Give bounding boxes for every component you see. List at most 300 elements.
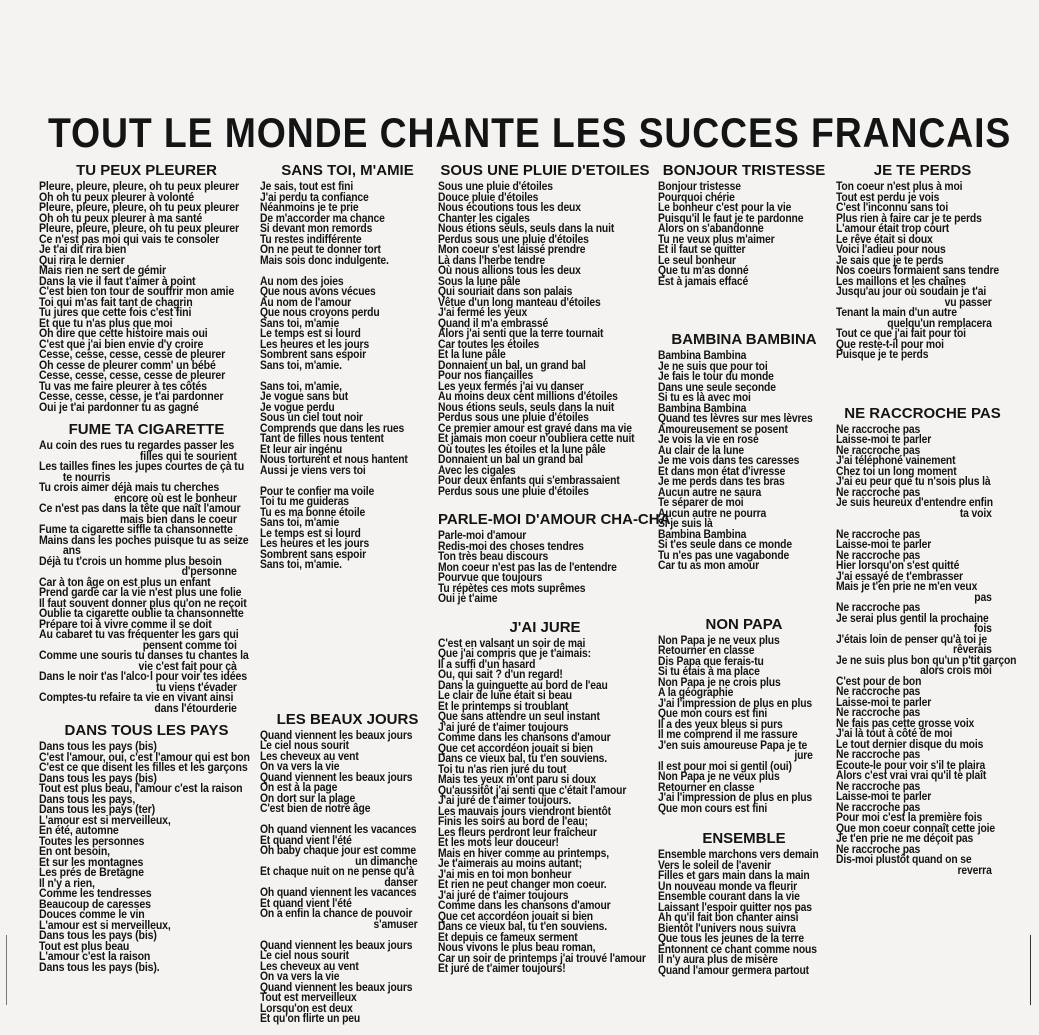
lyric-line: Ton très beau discours: [438, 551, 549, 563]
lyric-line: Tu répètes ces mots suprêmes: [438, 582, 586, 595]
lyric-line: Amoureusement se posent: [658, 423, 788, 436]
lyrics: [438, 637, 646, 975]
lyric-line: Et rien ne peut changer mon coeur.: [438, 879, 607, 891]
song: [658, 331, 830, 572]
lyric-line: dans l'étourderie: [154, 702, 237, 715]
lyric-line: Comme dans les chansons d'amour: [438, 732, 611, 744]
lyric-line: Tu jures que cette fois c'est fini: [39, 307, 192, 319]
lyric-line: Ce premier amour est gravé dans ma vie: [438, 422, 632, 435]
lyric-line: Puisqu'il le faut je te pardonne: [658, 212, 804, 225]
lyric-line: Perdus sous une pluie d'étoiles: [438, 485, 589, 498]
lyric-line: Le temps est si lourd: [260, 527, 361, 540]
lyric-line: Ne raccroche pas: [836, 801, 921, 814]
lyric-line: Vêtue d'un long manteau d'étoiles: [438, 296, 601, 309]
lyric-line: Il n'y aura plus de misère: [658, 954, 778, 966]
lyric-line: Quand l'amour germera partout: [658, 964, 809, 977]
lyric-line: Plus rien à faire car je te perds: [836, 212, 982, 225]
lyric-line: Et dans mon état d'ivresse: [658, 465, 786, 478]
lyric-line: C'est l'inconnu sans toi: [836, 202, 949, 214]
lyric-line: Ne raccroche pas: [836, 843, 921, 856]
lyric-line: Sans toi, m'amie.: [260, 359, 342, 372]
song: [658, 830, 830, 976]
lyric-line: Ne raccroche pas: [836, 602, 921, 614]
lyric-line: Je t'aimerais au moins autant;: [438, 858, 582, 870]
lyric-line: Tu vas me faire pleurer à tes côtés: [39, 380, 207, 393]
lyric-line: Les cheveux au vent: [260, 750, 359, 763]
lyric-line: Aucun autre ne pourra: [658, 507, 767, 520]
lyrics: [658, 182, 813, 287]
lyric-line: Là dans l'herbe tendre: [438, 254, 546, 267]
lyric-line: Et quand vient l'été: [260, 897, 352, 910]
lyric-line: Nous étions seuls, seuls dans la nuit: [438, 223, 615, 235]
lyric-line: Je me perds dans tes bras: [658, 476, 785, 488]
lyric-line: On a enfin la chance de pouvoir: [260, 908, 413, 920]
lyric-line: Les tailles fines les jupes courtes de çà tu: [39, 461, 245, 473]
lyric-line: Ne raccroche pas: [836, 549, 921, 562]
lyric-line: Cesse, cesse, cesse, je t'ai pardonner: [39, 391, 224, 403]
lyric-line: Et il faut se quitter: [658, 244, 746, 256]
lyric-line: Mais tes yeux m'ont paru si doux: [438, 774, 597, 786]
lyric-line: Tout est plus beau, l'amour c'est la raison: [39, 783, 243, 795]
lyric-line: tu viens t'évader: [156, 681, 237, 694]
lyric-line: Le rêve était si doux: [836, 233, 933, 246]
lyric-line: Bientôt l'univers nous suivra: [658, 922, 796, 935]
lyric-line: Je vogue perdu: [260, 401, 335, 414]
lyric-line: Hier lorsqu'on s'est quitté: [836, 560, 960, 572]
lyric-line: Toi tu n'as rien juré du tout: [438, 763, 567, 776]
lyric-line: Le bonheur c'est pour la vie: [658, 202, 792, 214]
lyric-line: ta voix: [959, 507, 992, 520]
lyric-line: J'ai perdu ta confiance: [260, 191, 369, 204]
lyric-line: Au nom des joies: [260, 275, 344, 288]
lyric-line: J'ai mis en toi mon bonheur: [438, 868, 572, 881]
lyric-line: Douces comme le vin: [39, 909, 145, 921]
lyrics: [39, 741, 250, 974]
lyric-line: Donnaient un bal un grand bal: [438, 454, 584, 466]
lyric-line: Oui je t'aime: [438, 593, 498, 605]
lyric-line: Je ne suis plus bon qu'un p'tit garçon: [836, 654, 1017, 667]
song: [39, 722, 254, 973]
lyric-line: Chanter les cigales: [438, 212, 530, 225]
lyric-line: Oh oh tu peux pleurer à ma santé: [39, 212, 203, 225]
lyric-line: Si tu es là avec moi: [658, 392, 751, 404]
lyric-line: En ont besoin,: [39, 846, 110, 858]
lyric-line: Ne raccroche pas: [836, 707, 921, 719]
lyrics: [658, 849, 819, 977]
lyric-line: danser: [384, 876, 418, 889]
song-title: J'AI JURE: [509, 618, 581, 636]
lyric-line: d'personne: [181, 566, 237, 578]
lyric-line: Ce n'est pas moi qui vais te consoler: [39, 233, 220, 246]
lyric-line: En été, automne: [39, 825, 119, 837]
lyric-line: J'ai fermé les yeux: [438, 307, 528, 319]
lyric-line: Et que tu n'as plus que moi: [39, 317, 173, 330]
lyric-line: Toi tu me guideras: [260, 496, 349, 508]
lyric-line: Il a des yeux bleus si purs: [658, 718, 783, 731]
lyric-line: Entonnent ce chant comme nous: [658, 943, 817, 956]
lyric-line: te nourris: [62, 471, 111, 484]
lyric-line: Bonjour tristesse: [658, 181, 741, 193]
song: [658, 162, 830, 287]
lyric-line: Car toutes les étoiles: [438, 338, 540, 351]
lyric-line: Ne raccroche pas: [836, 486, 921, 499]
lyric-line: Et juré de t'aimer toujours!: [438, 963, 566, 975]
song: [260, 711, 435, 1025]
lyrics: [438, 181, 635, 498]
lyric-line: Quand viennent les beaux jours: [260, 729, 413, 742]
lyric-line: Est à jamais effacé: [658, 275, 749, 288]
lyric-line: Quand viennent les beaux jours: [260, 981, 413, 994]
lyric-line: Et chaque nuit on ne pense qu'à: [260, 866, 415, 878]
lyric-line: Pour moi c'est la première fois: [836, 812, 983, 824]
lyric-line: Aussi je viens vers toi: [260, 464, 366, 477]
lyric-line: Que cet accordéon jouait si bien: [438, 742, 593, 755]
lyric-line: Je vois la vie en rose: [658, 434, 759, 446]
lyric-line: L'amour est si merveilleux,: [39, 919, 171, 932]
lyric-line: Tu es ma bonne étoile: [260, 506, 366, 519]
lyric-line: C'est l'amour, oui, c'est l'amour qui est bon: [39, 751, 250, 764]
lyric-line: Ne raccroche pas: [836, 749, 921, 761]
lyric-line: Et depuis ce fameux serment: [438, 931, 578, 944]
lyric-line: Cesse, cesse, cesse, cesse de pleurer: [39, 349, 226, 361]
lyric-line: vie c'est fait pour çà: [138, 660, 237, 673]
lyric-line: Lorsqu'on est deux: [260, 1002, 353, 1015]
lyric-line: C'est ce que disent les filles et les garçons: [39, 762, 248, 774]
lyric-line: Bambina Bambina: [658, 528, 747, 541]
lyric-line: Les yeux fermés j'ai vu danser: [438, 380, 584, 393]
lyric-line: Dis Papa que ferais-tu: [658, 655, 764, 668]
lyric-line: Comptes-tu refaire ta vie en vivant ainsi: [39, 692, 234, 704]
lyric-line: Perdus sous une pluie d'étoiles: [438, 412, 589, 424]
lyric-line: Retourner en classe: [658, 781, 755, 794]
lyric-line: Pourquoi chérie: [658, 191, 735, 204]
lyric-line: Je fais le tour du monde: [658, 371, 774, 383]
lyric-line: J'ai essayé de t'embrasser: [836, 570, 963, 583]
lyric-line: Alors on s'abandonne: [658, 223, 764, 235]
lyric-line: Comme dans les chansons d'amour: [438, 900, 611, 912]
lyric-line: J'ai juré de t'aimer toujours: [438, 889, 569, 902]
lyric-line: J'ai téléphoné vainement: [836, 455, 956, 467]
lyric-line: Sous une pluie d'étoiles: [438, 181, 553, 193]
lyric-line: Dans la vie il faut t'aimer à point: [39, 275, 196, 288]
lyric-line: Déjà tu t'crois un homme plus besoin: [39, 555, 222, 568]
lyric-line: Oh oh tu peux pleurer à volonté: [39, 191, 195, 204]
lyric-line: Nous écoutions tous les deux: [438, 202, 581, 214]
lyric-line: Prépare toi à vivre comme il se doit: [39, 618, 212, 631]
lyric-line: Tout est perdu je vois: [836, 191, 940, 204]
lyric-line: Je serai plus gentil la prochaine: [836, 612, 989, 625]
lyric-line: Quand tes lèvres sur mes lèvres: [658, 413, 813, 425]
lyric-line: Si je suis là: [658, 518, 713, 530]
song: [438, 619, 652, 975]
lyric-line: Voici l'adieu pour nous: [836, 244, 946, 256]
lyric-line: Ecoute-le pour voir s'il te plaira: [836, 759, 986, 772]
lyric-line: Néanmoins je te prie: [260, 202, 359, 214]
lyric-line: Non Papa je ne veux plus: [658, 634, 780, 647]
lyric-line: Au nom de l'amour: [260, 296, 352, 309]
lyric-line: On va vers la vie: [260, 761, 340, 773]
lyric-line: Et les mots leur douceur!: [438, 837, 559, 849]
song: [438, 162, 652, 497]
lyric-line: J'ai juré de t'aimer toujours.: [438, 795, 572, 807]
lyric-line: Les fleurs perdront leur fraîcheur: [438, 826, 597, 839]
lyric-line: Cesse, cesse, cesse, cesse de pleurer: [39, 370, 226, 382]
lyric-line: Tout ce que j'ai fait pour toi: [836, 328, 966, 340]
lyric-line: L'amour est si merveilleux,: [39, 814, 171, 827]
lyric-line: Nous étions seuls, seuls dans la nuit: [438, 401, 615, 414]
lyric-line: Je ne suis que pour toi: [658, 360, 768, 373]
lyrics: [39, 182, 237, 413]
lyric-line: Dans ce vieux bal, tu t'en souviens.: [438, 921, 608, 933]
lyric-line: Que nous croyons perdu: [260, 307, 380, 319]
stanza-gap: [260, 476, 418, 487]
lyric-line: Que tu m'as donné: [658, 265, 749, 277]
lyric-line: Que reste-t-il pour moi: [836, 338, 944, 351]
lyric-line: Avec les cigales: [438, 464, 516, 477]
column-5: [836, 162, 1017, 886]
lyric-line: C'est en valsant un soir de mai: [438, 637, 586, 650]
lyric-line: Il a suffi d'un hasard: [438, 658, 536, 671]
lyric-line: Et leur air ingénu: [260, 443, 343, 456]
lyric-line: Car à ton âge on est plus un enfant: [39, 576, 211, 589]
song-title: NON PAPA: [705, 615, 783, 633]
lyric-line: Je me vois dans tes caresses: [658, 455, 800, 467]
lyric-line: Le temps est si lourd: [260, 328, 361, 340]
lyric-line: Les prés de Bretagne: [39, 867, 144, 879]
lyric-line: Ah qu'il fait bon chanter ainsi: [658, 912, 799, 924]
lyric-line: Je suis heureux d'entendre enfin: [836, 497, 993, 509]
lyric-line: Sous la lune pâle: [438, 275, 521, 288]
lyric-line: Laisse-moi te parler: [836, 791, 932, 803]
lyric-line: L'amour c'est la raison: [39, 951, 151, 963]
lyric-line: Sombrent sans espoir: [260, 548, 367, 561]
song-title: LES BEAUX JOURS: [276, 710, 419, 728]
lyric-line: Ensemble courant dans la vie: [658, 891, 800, 903]
lyric-line: Dans tous les pays (bis): [39, 772, 157, 785]
lyric-line: Si devant mon remords: [260, 223, 373, 235]
lyric-line: ans: [62, 545, 81, 557]
lyric-line: Qu'aussitôt j'ai senti que c'était l'amour: [438, 784, 627, 797]
lyric-line: Oh quand viennent les vacances: [260, 824, 417, 836]
lyrics: [260, 182, 418, 571]
song-title: FUME TA CIGARETTE: [68, 421, 225, 438]
lyric-line: Dans le noir t'as l'alco·l pour voir tes idées: [39, 671, 248, 683]
column-1: [39, 162, 254, 983]
lyric-line: On est à la page: [260, 782, 338, 794]
lyric-line: Qui souriait dans son palais: [438, 286, 573, 298]
lyric-line: Au coin des rues tu regardes passer les: [39, 440, 235, 452]
page-edge-right: [1030, 935, 1037, 1005]
lyric-line: Les heures et les jours: [260, 338, 370, 351]
lyric-line: Il n'y a rien,: [39, 877, 95, 890]
lyric-line: J'ai l'impression de plus en plus: [658, 792, 813, 804]
lyric-line: Tout est plus beau: [39, 940, 130, 953]
column-3: [438, 162, 671, 985]
lyric-line: Jusqu'au jour où soudain je t'ai: [836, 286, 987, 298]
lyric-line: Comme une souris tu danses tu chantes la: [39, 650, 249, 662]
song-title: ENSEMBLE: [702, 830, 786, 847]
lyric-line: Tant de filles nous tentent: [260, 433, 384, 445]
lyric-line: Je sais que je te perds: [836, 254, 944, 267]
lyric-line: Tout est merveilleux: [260, 992, 357, 1004]
lyric-line: C'est pour de bon: [836, 675, 922, 688]
song: [658, 616, 830, 815]
lyric-line: Dans une seule seconde: [658, 381, 776, 394]
lyric-line: Au moins deux cent millions d'étoiles: [438, 391, 618, 403]
lyric-line: Toi qui m'as fait tant de chagrin: [39, 296, 193, 309]
lyric-line: J'ai l'impression de plus en plus: [658, 697, 813, 710]
song: [39, 421, 254, 714]
lyric-line: Les maillons et les chaînes: [836, 275, 966, 288]
lyric-line: Ne raccroche pas: [836, 780, 921, 793]
lyric-line: Tu crois aimer déjà mais tu cherches: [39, 482, 220, 494]
lyric-line: Le clair de lune était si beau: [438, 690, 573, 702]
lyric-line: filles qui te sourient: [139, 450, 237, 463]
lyric-line: Le tout dernier disque du mois: [836, 738, 984, 751]
lyric-line: Dans tous les pays,: [39, 793, 136, 806]
song-title: BONJOUR TRISTESSE: [662, 162, 826, 179]
lyric-line: C'est que j'ai bien envie d'y croire: [39, 338, 204, 351]
lyric-line: On va vers la vie: [260, 971, 340, 983]
lyric-line: J'ai juré de t'aimer toujours: [438, 721, 569, 734]
lyric-line: Ne raccroche pas: [836, 423, 921, 436]
lyric-line: Au clair de la lune: [658, 444, 745, 457]
lyric-line: C'est bien ton tour de souffrir mon amie: [39, 286, 235, 298]
lyric-line: Car un soir de printemps j'ai trouvé l'amour: [438, 952, 646, 965]
lyric-line: Dans la guinguette au bord de l'eau: [438, 679, 608, 692]
lyric-line: Douce pluie d'étoiles: [438, 191, 539, 204]
lyric-line: jure: [794, 750, 813, 762]
lyric-line: Je vogue sans but: [260, 391, 349, 403]
lyric-line: pas: [974, 591, 992, 604]
lyric-line: pensent comme toi: [142, 639, 237, 652]
lyric-line: Pourvue que toujours: [438, 572, 543, 584]
lyric-line: Tu n'es pas une vagabonde: [658, 549, 790, 562]
lyric-line: Bambina Bambina: [658, 402, 747, 415]
lyric-line: J'ai là tout à côté de moi: [836, 728, 953, 740]
lyric-line: Parle-moi d'amour: [438, 530, 527, 542]
lyric-line: Et jamais mon coeur n'oubliera cette nuit: [438, 433, 635, 445]
lyric-line: Et qu'on flirte un peu: [260, 1013, 361, 1025]
song-title: TU PEUX PLEURER: [76, 162, 217, 179]
lyric-line: Finis les soirs au bord de l'eau;: [438, 816, 588, 828]
lyric-line: Filles et gars main dans la main: [658, 870, 810, 882]
lyric-line: Nous torturent et nous hantent: [260, 454, 408, 466]
lyric-line: J'en suis amoureuse Papa je te: [658, 739, 808, 752]
lyric-line: Où toutes les étoiles et la lune pâle: [438, 443, 606, 456]
lyric-line: Si tu étais à ma place: [658, 666, 760, 678]
song: [836, 404, 1017, 877]
lyric-line: Quand il m'a embrassé: [438, 317, 549, 330]
song-title: SOUS UNE PLUIE D'ETOILES: [440, 162, 650, 179]
lyric-line: Puisque je te perds: [836, 349, 929, 361]
song: [260, 162, 435, 571]
lyric-line: Les cheveux au vent: [260, 960, 359, 973]
lyric-line: Prend garde car la vie n'est plus une folie: [39, 587, 242, 599]
lyric-line: Mais en hiver comme au printemps,: [438, 847, 609, 860]
stanza-gap: [260, 815, 418, 826]
lyric-line: Que cet accordéon jouait si bien: [438, 910, 593, 923]
column-2: [260, 162, 435, 1035]
lyric-line: Bambina Bambina: [658, 350, 747, 362]
lyric-line: Ne raccroche pas: [836, 528, 921, 541]
lyric-line: Pour deux enfants qui s'embrassaient: [438, 475, 620, 487]
lyrics: [836, 423, 1017, 877]
lyric-line: Et le printemps si troublant: [438, 700, 569, 713]
song-title: SANS TOI, M'AMIE: [281, 162, 414, 179]
lyric-line: Il est pour moi si gentil (oui): [658, 760, 792, 773]
song-title: NE RACCROCHE PAS: [844, 404, 1001, 422]
lyric-line: Pour te confier ma voile: [260, 485, 375, 498]
song: [438, 511, 671, 605]
lyric-line: Mais je t'en prie ne m'en veux: [836, 581, 978, 593]
lyric-line: Dans tous les pays (ter): [39, 804, 156, 816]
lyric-line: Sans toi, m'amie: [260, 317, 340, 330]
lyric-line: mais bien dans le coeur: [120, 513, 237, 526]
lyric-line: Sans toi, m'amie.: [260, 559, 342, 571]
lyric-line: Quand viennent les beaux jours: [260, 939, 413, 952]
lyric-line: Tenant la main d'un autre: [836, 307, 957, 319]
lyric-line: s'amuser: [373, 918, 418, 931]
lyric-line: Dans tous les pays (bis).: [39, 961, 160, 974]
lyric-line: Ne fais pas cette grosse voix: [836, 717, 975, 730]
lyric-line: Que j'ai compris que je t'aimais:: [438, 648, 591, 660]
lyric-line: Ton coeur n'est plus à moi: [836, 181, 963, 193]
lyric-line: Ne raccroche pas: [836, 444, 921, 457]
lyric-line: Perdus sous une pluie d'étoiles: [438, 233, 589, 246]
lyric-line: Pour nos fiançailles: [438, 370, 534, 382]
lyric-line: quelqu'un remplacera: [887, 317, 992, 330]
lyric-line: Que nous avons vécues: [260, 286, 376, 298]
lyric-line: Oh quand viennent les vacances: [260, 887, 417, 899]
lyric-line: A la géographie: [658, 687, 734, 699]
lyric-line: Mon coeur n'est pas las de l'entendre: [438, 561, 617, 574]
page-edge-left: [0, 935, 7, 1005]
lyric-line: Les mauvais jours viendront bientôt: [438, 805, 611, 818]
lyrics: [260, 731, 418, 1025]
lyric-line: Que sans attendre un seul instant: [438, 711, 600, 723]
lyric-line: Mais rien ne sert de gémir: [39, 265, 166, 277]
lyric-line: Je sais, tout est fini: [260, 181, 354, 193]
lyric-line: Fume ta cigarette siffle ta chansonnette: [39, 524, 233, 536]
lyric-line: alors crois moi: [920, 665, 992, 677]
lyric-line: Ou, qui sait ? d'un regard!: [438, 669, 563, 681]
lyric-line: L'amour était trop court: [836, 223, 950, 235]
lyric-line: Alors c'est vrai vrai qu'il te plaît: [836, 770, 987, 782]
page-title: TOUT LE MONDE CHANTE LES SUCCES FRANCAIS: [48, 109, 1012, 156]
lyric-line: Ensemble marchons vers demain: [658, 849, 819, 861]
lyric-line: Oui je t'ai pardonner tu as gagné: [39, 401, 199, 414]
lyric-line: De m'accorder ma chance: [260, 212, 385, 225]
lyrics: [658, 636, 813, 815]
lyric-line: Et sur les montagnes: [39, 856, 144, 869]
lyric-line: Le ciel nous sourit: [260, 740, 349, 752]
lyric-line: Oublie ta cigarette oublie ta chansonnette: [39, 608, 244, 620]
lyric-line: Que mon cours est fini: [658, 708, 768, 720]
lyric-line: rêverais: [953, 644, 992, 656]
song-title: DANS TOUS LES PAYS: [64, 722, 229, 739]
lyric-line: Chez toi un long moment: [836, 465, 957, 478]
lyric-line: Dans tous les pays (bis): [39, 741, 157, 753]
lyric-line: Pleure, pleure, pleure, oh tu peux pleurer: [39, 223, 239, 235]
lyric-line: Oh dire que cette histoire mais oui: [39, 328, 208, 340]
lyric-line: J'étais loin de penser qu'à toi je: [836, 633, 988, 646]
lyric-line: Mains dans les poches puisque tu as seize: [39, 534, 249, 547]
lyric-line: Mon coeur s'est laissé prendre: [438, 244, 586, 256]
lyric-line: Non Papa je ne crois plus: [658, 676, 781, 689]
lyric-line: Nous vivons le plus beau roman,: [438, 942, 596, 954]
lyric-line: Toutes les personnes: [39, 835, 145, 848]
